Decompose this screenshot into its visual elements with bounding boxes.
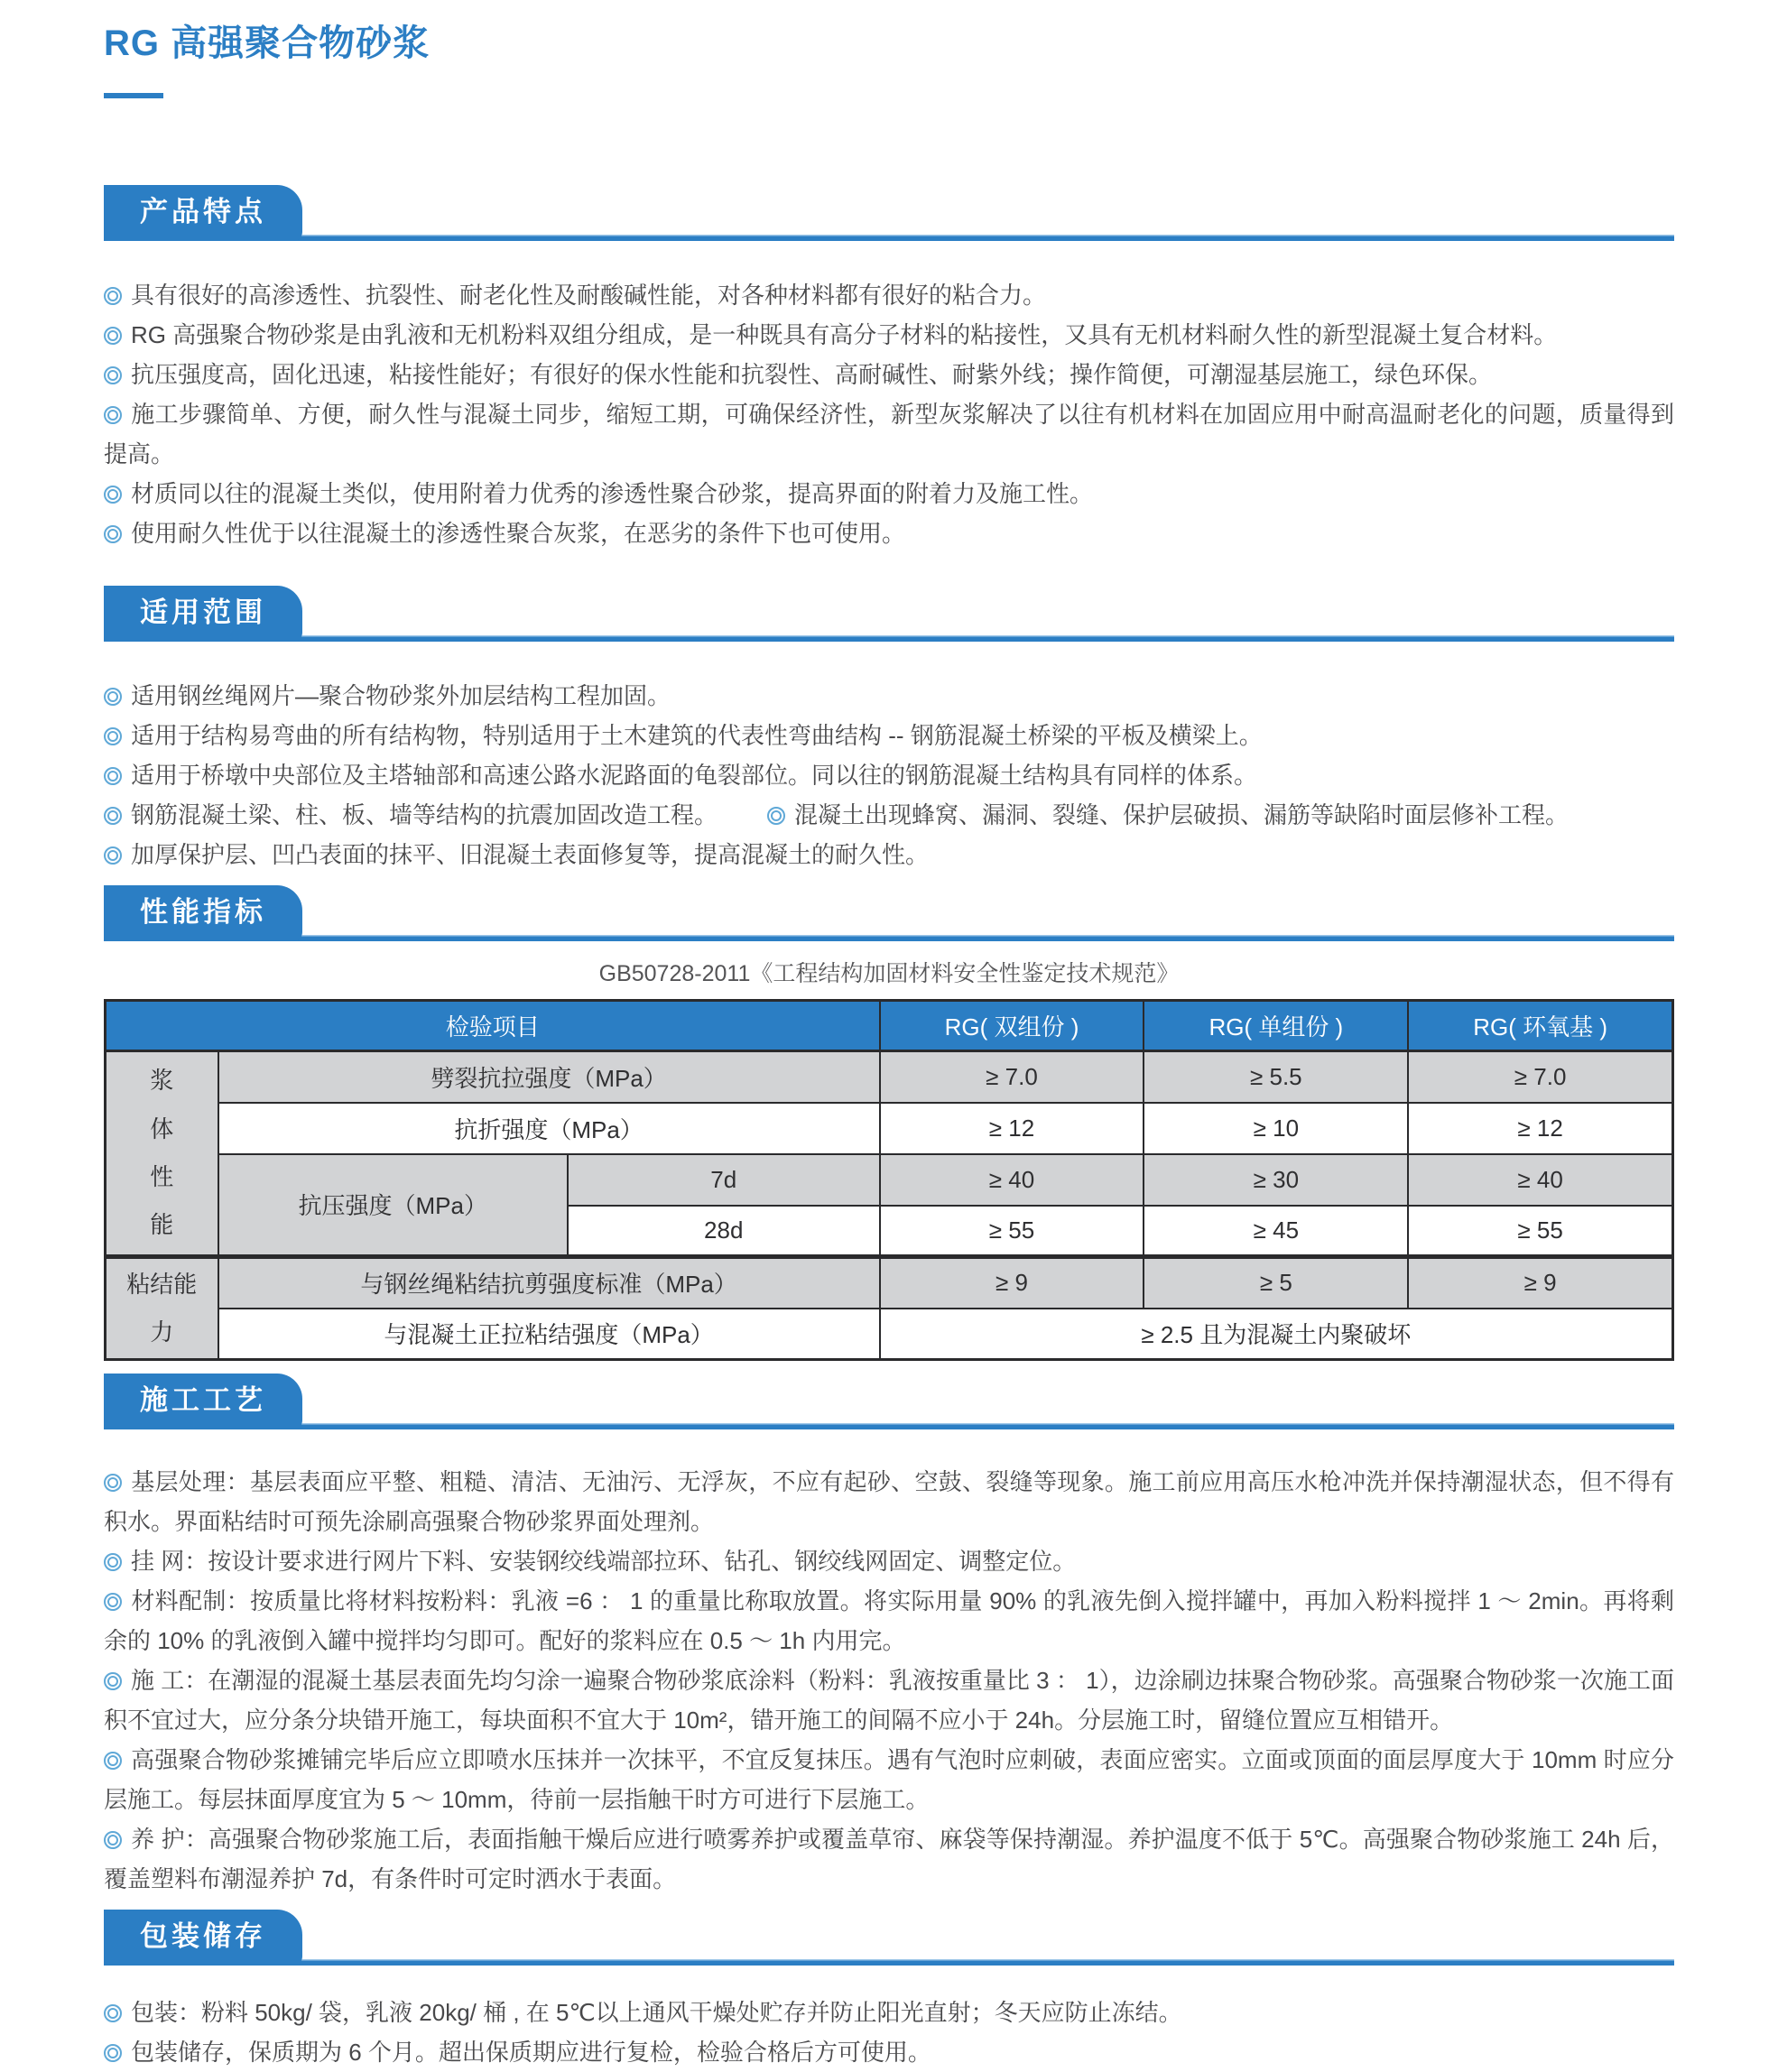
section-badge-features: 产品特点 [104, 185, 302, 241]
list-item [104, 355, 1674, 394]
row-group-label: 粘结能力 [106, 1257, 218, 1360]
page-title: RG 高强聚合物砂浆 [104, 23, 431, 63]
row-group-label: 浆体性能 [106, 1051, 218, 1257]
table-header-cell: RG( 双组份 ) [880, 1001, 1144, 1051]
bullet-text: 具有很好的高渗透性、抗裂性、耐老化性及耐酸碱性能，对各种材料都有很好的粘合力。 [131, 282, 1047, 309]
table-cell: 与混凝土正拉粘结强度（MPa） [218, 1309, 880, 1360]
bullet-text: 适用于结构易弯曲的所有结构物，特别适用于土木建筑的代表性弯曲结构 -- 钢筋混凝土桥梁的平板及横梁上。 [131, 722, 1263, 749]
list-item-double [104, 795, 1674, 835]
table-row [106, 1051, 1673, 1103]
section-rule [104, 235, 1674, 241]
process-list [104, 1462, 1674, 1899]
section-badge-packaging: 包装储存 [104, 1910, 302, 1966]
table-cell: ≥ 12 [880, 1103, 1144, 1154]
bullet-icon [104, 846, 122, 865]
bullet-icon [104, 767, 122, 785]
bullet-text: 材质同以往的混凝土类似，使用附着力优秀的渗透性聚合砂浆，提高界面的附着力及施工性。 [131, 480, 1094, 507]
list-item [104, 1993, 1674, 2032]
bullet-text: 适用钢丝绳网片—聚合物砂浆外加层结构工程加固。 [131, 682, 671, 709]
table-row [106, 1103, 1673, 1154]
list-item [104, 1581, 1674, 1660]
section-badge-performance: 性能指标 [104, 885, 302, 941]
list-item [104, 474, 1674, 513]
bullet-icon [104, 1831, 122, 1849]
bullet-text: 材料配制：按质量比将材料按粉料：乳液 =6 ： 1 的重量比称取放置。将实际用量 90% 的乳液先倒入搅拌罐中，再加入粉料搅拌 1 ～ 2min。再将剩余的 10% 的乳液倒入罐中搅拌均匀即可。配好的浆料应在 0.5 ～ 1h 内用完。 [104, 1587, 1674, 1654]
table-cell: ≥ 7.0 [1408, 1051, 1672, 1103]
bullet-text: 钢筋混凝土梁、柱、板、墙等结构的抗震加固改造工程。 [131, 801, 718, 828]
list-item [104, 315, 1674, 355]
table-cell: 28d [568, 1206, 880, 1257]
table-cell: 抗折强度（MPa） [218, 1103, 880, 1154]
section-heading-packaging [104, 1910, 1674, 1966]
bullet-text: 包装：粉料 50kg/ 袋，乳液 20kg/ 桶 , 在 5℃以上通风干燥处贮存并防止阳光直射；冬天应防止冻结。 [131, 1999, 1182, 2026]
bullet-text: 使用耐久性优于以往混凝土的渗透性聚合灰浆，在恶劣的条件下也可使用。 [131, 520, 906, 547]
bullet-icon [104, 727, 122, 745]
list-item [104, 1660, 1674, 1740]
bullet-text: 养 护：高强聚合物砂浆施工后，表面指触干燥后应进行喷雾养护或覆盖草帘、麻袋等保持潮湿。养护温度不低于 5℃。高强聚合物砂浆施工 24h 后，覆盖塑料布潮湿养护 7d，有条件时可定时洒水于表面。 [104, 1826, 1674, 1892]
bullet-icon [104, 1593, 122, 1611]
bullet-icon [104, 1752, 122, 1770]
list-item [104, 1819, 1674, 1899]
section-rule [104, 1423, 1674, 1429]
title-accent-rule [104, 93, 163, 98]
list-item [104, 394, 1674, 474]
list-item [104, 1541, 1674, 1581]
table-header-cell: RG( 单组份 ) [1144, 1001, 1408, 1051]
table-cell: ≥ 12 [1408, 1103, 1672, 1154]
standard-reference: GB50728-2011《工程结构加固材料安全性鉴定技术规范》 [598, 961, 1180, 986]
section-heading-performance [104, 885, 1674, 941]
bullet-icon [104, 1672, 122, 1690]
table-cell: ≥ 9 [880, 1257, 1144, 1309]
table-cell: ≥ 5 [1144, 1257, 1408, 1309]
list-item [104, 676, 1674, 716]
bullet-text: 挂 网：按设计要求进行网片下料、安装钢绞线端部拉环、钻孔、钢绞线网固定、调整定位。 [131, 1548, 1077, 1575]
bullet-icon [104, 287, 122, 305]
packaging-list [104, 1993, 1674, 2072]
bullet-icon [104, 525, 122, 543]
bullet-icon [767, 807, 785, 825]
bullet-text: 施工步骤简单、方便，耐久性与混凝土同步，缩短工期，可确保经济性，新型灰浆解决了以往有机材料在加固应用中耐高温耐老化的问题，质量得到提高。 [104, 401, 1674, 467]
bullet-icon [104, 406, 122, 424]
table-cell: 与钢丝绳粘结抗剪强度标准（MPa） [218, 1257, 880, 1309]
table-row [106, 1154, 1673, 1206]
table-header-row [106, 1001, 1673, 1051]
bullet-text: 高强聚合物砂浆摊铺完毕后应立即喷水压抹并一次抹平，不宜反复抹压。遇有气泡时应刺破，表面应密实。立面或顶面的面层厚度大于 10mm 时应分层施工。每层抹面厚度宜为 5 ～ 10mm，待前一层指触干时方可进行下层施工。 [104, 1746, 1674, 1813]
table-row [106, 1309, 1673, 1360]
bullet-icon [104, 327, 122, 345]
table-cell: ≥ 5.5 [1144, 1051, 1408, 1103]
section-heading-features [104, 185, 1674, 241]
list-item [104, 1462, 1674, 1541]
section-heading-scope [104, 586, 1674, 642]
table-header-cell: 检验项目 [106, 1001, 880, 1051]
table-cell: 劈裂抗拉强度（MPa） [218, 1051, 880, 1103]
performance-table [104, 999, 1674, 1361]
section-rule [104, 635, 1674, 642]
table-cell: 7d [568, 1154, 880, 1206]
bullet-text: 加厚保护层、凹凸表面的抹平、旧混凝土表面修复等，提高混凝土的耐久性。 [131, 841, 930, 868]
list-item [104, 716, 1674, 755]
table-cell: ≥ 55 [880, 1206, 1144, 1257]
section-rule [104, 1959, 1674, 1966]
table-cell: ≥ 45 [1144, 1206, 1408, 1257]
bullet-text: 混凝土出现蜂窝、漏洞、裂缝、保护层破损、漏筋等缺陷时面层修补工程。 [794, 801, 1570, 828]
list-item [104, 755, 1674, 795]
bullet-icon [104, 2004, 122, 2022]
table-cell: ≥ 40 [880, 1154, 1144, 1206]
scope-list [104, 676, 1674, 874]
table-cell: ≥ 55 [1408, 1206, 1672, 1257]
table-cell: 抗压强度（MPa） [218, 1154, 568, 1257]
bullet-text: 适用于桥墩中央部位及主塔轴部和高速公路水泥路面的龟裂部位。同以往的钢筋混凝土结构具有同样的体系。 [131, 762, 1258, 789]
list-item [104, 835, 1674, 874]
bullet-text: 包装储存，保质期为 6 个月。超出保质期应进行复检，检验合格后方可使用。 [131, 2039, 931, 2066]
bullet-icon [104, 807, 122, 825]
table-header-cell: RG( 环氧基 ) [1408, 1001, 1672, 1051]
section-rule [104, 935, 1674, 941]
bullet-text: 抗压强度高，固化迅速，粘接性能好；有很好的保水性能和抗裂性、高耐碱性、耐紫外线；操作简便，可潮湿基层施工，绿色环保。 [131, 361, 1493, 388]
section-badge-process: 施工工艺 [104, 1374, 302, 1429]
bullet-text: 施 工：在潮湿的混凝土基层表面先均匀涂一遍聚合物砂浆底涂料（粉料：乳液按重量比 3 ： 1），边涂刷边抹聚合物砂浆。高强聚合物砂浆一次施工面积不宜过大，应分条分块错开施工，每块面积不宜大于 10m²，错开施工的间隔不应小于 24h。分层施工时，留缝位置应互相错开。 [104, 1667, 1674, 1734]
section-badge-scope: 适用范围 [104, 586, 302, 642]
table-cell: ≥ 7.0 [880, 1051, 1144, 1103]
list-item [104, 2032, 1674, 2072]
table-cell: ≥ 10 [1144, 1103, 1408, 1154]
bullet-icon [104, 1474, 122, 1492]
bullet-icon [104, 688, 122, 706]
bullet-icon [104, 1553, 122, 1571]
features-list [104, 275, 1674, 553]
table-cell: ≥ 30 [1144, 1154, 1408, 1206]
table-cell: ≥ 2.5 且为混凝土内聚破坏 [880, 1309, 1673, 1360]
table-cell: ≥ 40 [1408, 1154, 1672, 1206]
bullet-icon [104, 2044, 122, 2062]
bullet-text: RG 高强聚合物砂浆是由乳液和无机粉料双组分组成，是一种既具有高分子材料的粘接性，又具有无机材料耐久性的新型混凝土复合材料。 [131, 321, 1558, 348]
bullet-text: 基层处理：基层表面应平整、粗糙、清洁、无油污、无浮灰，不应有起砂、空鼓、裂缝等现象。施工前应用高压水枪冲洗并保持潮湿状态，但不得有积水。界面粘结时可预先涂刷高强聚合物砂浆界面处理剂。 [104, 1468, 1674, 1535]
list-item [104, 513, 1674, 553]
table-row [106, 1257, 1673, 1309]
list-item [104, 1740, 1674, 1819]
list-item [104, 275, 1674, 315]
bullet-icon [104, 486, 122, 504]
table-cell: ≥ 9 [1408, 1257, 1672, 1309]
section-heading-process [104, 1374, 1674, 1429]
bullet-icon [104, 366, 122, 384]
